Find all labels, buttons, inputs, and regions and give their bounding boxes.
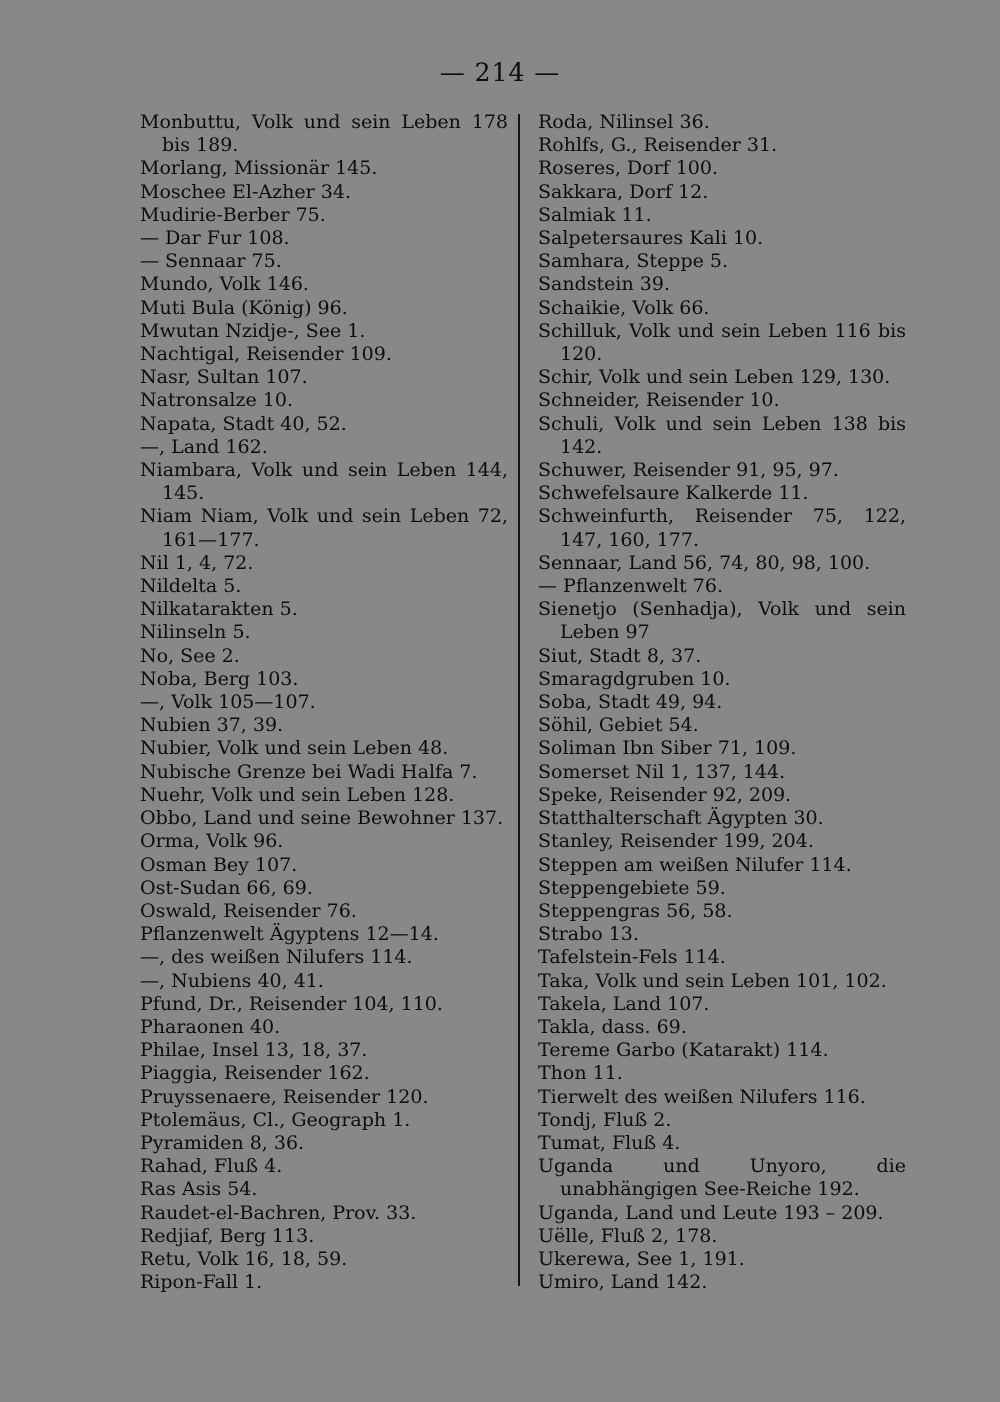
index-entry: Osman Bey 107. bbox=[140, 853, 298, 876]
index-entry: Smaragdgruben 10. bbox=[538, 667, 731, 690]
index-entry: Nubische Grenze bei Wadi Halfa 7. bbox=[140, 760, 478, 783]
index-entry: Schuli, Volk und sein Leben 138 bis 142. bbox=[538, 412, 906, 458]
index-entry: Pflanzenwelt Ägyptens 12—14. bbox=[140, 923, 439, 946]
index-entry: Napata, Stadt 40, 52. bbox=[140, 412, 347, 435]
index-entry: Ost-Sudan 66, 69. bbox=[140, 876, 313, 899]
index-entry: Söhil, Gebiet 54. bbox=[538, 714, 699, 737]
index-entry: Tafelstein-Fels 114. bbox=[538, 946, 726, 969]
index-entry: Salpetersaures Kali 10. bbox=[538, 227, 764, 250]
index-entry: Niam Niam, Volk und sein Leben 72, 161—177. bbox=[140, 505, 508, 551]
index-entry: Nilinseln 5. bbox=[140, 621, 251, 644]
index-entry: Moschee El-Azher 34. bbox=[140, 180, 351, 203]
index-entry: Umiro, Land 142. bbox=[538, 1271, 708, 1294]
index-entry: Nil 1, 4, 72. bbox=[140, 551, 254, 574]
index-entry: Sennaar, Land 56, 74, 80, 98, 100. bbox=[538, 551, 871, 574]
index-entry: Schuwer, Reisender 91, 95, 97. bbox=[538, 459, 839, 482]
index-entry: Uëlle, Fluß 2, 178. bbox=[538, 1224, 718, 1247]
index-entry: Mudirie-Berber 75. bbox=[140, 203, 326, 226]
index-entry: Raudet-el-Bachren, Prov. 33. bbox=[140, 1201, 417, 1224]
index-entry: — Sennaar 75. bbox=[140, 250, 282, 273]
index-entry: Sakkara, Dorf 12. bbox=[538, 180, 709, 203]
page-number: — 214 — bbox=[439, 58, 561, 87]
index-entry: Piaggia, Reisender 162. bbox=[140, 1062, 370, 1085]
index-entry: Tumat, Fluß 4. bbox=[538, 1131, 681, 1154]
index-entry: Takla, dass. 69. bbox=[538, 1015, 687, 1038]
index-entry: No, See 2. bbox=[140, 644, 240, 667]
index-entry: Natronsalze 10. bbox=[140, 389, 294, 412]
index-entry: Soba, Stadt 49, 94. bbox=[538, 691, 723, 714]
index-entry: Obbo, Land und seine Bewohner 137. bbox=[140, 807, 504, 830]
index-entry: Pyramiden 8, 36. bbox=[140, 1131, 305, 1154]
index-entry: Ripon-Fall 1. bbox=[140, 1271, 263, 1294]
index-entry: Tereme Garbo (Katarakt) 114. bbox=[538, 1039, 829, 1062]
index-entry: — Dar Fur 108. bbox=[140, 227, 290, 250]
index-entry: Ras Asis 54. bbox=[140, 1178, 258, 1201]
column-divider bbox=[518, 114, 520, 1286]
index-entry: Nasr, Sultan 107. bbox=[140, 366, 308, 389]
index-entry: Uganda und Unyoro, die unabhängigen See-Reiche 192. bbox=[538, 1155, 906, 1201]
index-entry: Pruyssenaere, Reisender 120. bbox=[140, 1085, 429, 1108]
index-entry: Mwutan Nzidje-, See 1. bbox=[140, 319, 366, 342]
index-entry: Strabo 13. bbox=[538, 923, 639, 946]
index-entry: Pharaonen 40. bbox=[140, 1015, 281, 1038]
index-entry: Nubier, Volk und sein Leben 48. bbox=[140, 737, 449, 760]
index-entry: Samhara, Steppe 5. bbox=[538, 250, 729, 273]
index-entry: Nachtigal, Reisender 109. bbox=[140, 343, 392, 366]
index-entry: Rohlfs, G., Reisender 31. bbox=[538, 134, 778, 157]
index-entry: Morlang, Missionär 145. bbox=[140, 157, 378, 180]
index-entry: Pfund, Dr., Reisender 104, 110. bbox=[140, 992, 443, 1015]
index-entry: Schweinfurth, Reisender 75, 122, 147, 160, 177. bbox=[538, 505, 906, 551]
index-entry: —, des weißen Nilufers 114. bbox=[140, 946, 413, 969]
index-entry: Redjiaf, Berg 113. bbox=[140, 1224, 315, 1247]
index-entry: Steppengras 56, 58. bbox=[538, 899, 733, 922]
index-entry: Schilluk, Volk und sein Leben 116 bis 120. bbox=[538, 319, 906, 366]
index-entry: Ptolemäus, Cl., Geograph 1. bbox=[140, 1108, 411, 1131]
index-entry: Siut, Stadt 8, 37. bbox=[538, 644, 702, 667]
index-entry: Schneider, Reisender 10. bbox=[538, 389, 780, 412]
index-entry: Sandstein 39. bbox=[538, 273, 670, 296]
index-entry: Oswald, Reisender 76. bbox=[140, 899, 357, 922]
index-entry: —, Volk 105—107. bbox=[140, 691, 316, 714]
index-entry: Orma, Volk 96. bbox=[140, 830, 284, 853]
index-entry: Takela, Land 107. bbox=[538, 992, 710, 1015]
index-column-left bbox=[140, 111, 508, 1294]
index-entry: Taka, Volk und sein Leben 101, 102. bbox=[538, 969, 887, 992]
index-entry: Rahad, Fluß 4. bbox=[140, 1155, 283, 1178]
index-entry: Noba, Berg 103. bbox=[140, 667, 299, 690]
index-entry: Nildelta 5. bbox=[140, 575, 242, 598]
index-entry: Salmiak 11. bbox=[538, 203, 652, 226]
index-entry: Stanley, Reisender 199, 204. bbox=[538, 830, 814, 853]
index-entry: Retu, Volk 16, 18, 59. bbox=[140, 1247, 348, 1270]
index-entry: Philae, Insel 13, 18, 37. bbox=[140, 1039, 368, 1062]
index-entry: Sienetjo (Senhadja), Volk und sein Leben 97 bbox=[538, 598, 906, 644]
index-entry: Nilkatarakten 5. bbox=[140, 598, 298, 621]
index-entry: Roda, Nilinsel 36. bbox=[538, 111, 710, 133]
index-entry: Tierwelt des weißen Nilufers 116. bbox=[538, 1085, 866, 1108]
index-entry: Uganda, Land und Leute 193 – 209. bbox=[538, 1201, 884, 1224]
index-entry: Soliman Ibn Siber 71, 109. bbox=[538, 737, 797, 760]
index-entry: Monbuttu, Volk und sein Leben 178 bis 189. bbox=[140, 111, 508, 157]
index-entry: — Pflanzenwelt 76. bbox=[538, 575, 724, 598]
index-entry: —, Nubiens 40, 41. bbox=[140, 969, 324, 992]
index-entry: Tondj, Fluß 2. bbox=[538, 1108, 672, 1131]
index-entry: Schwefelsaure Kalkerde 11. bbox=[538, 482, 809, 505]
index-entry: Roseres, Dorf 100. bbox=[538, 157, 719, 180]
index-entry: Statthalterschaft Ägypten 30. bbox=[538, 807, 824, 830]
index-entry: Schir, Volk und sein Leben 129, 130. bbox=[538, 366, 891, 389]
index-entry: Steppen am weißen Nilufer 114. bbox=[538, 853, 852, 876]
index-entry: Mundo, Volk 146. bbox=[140, 273, 309, 296]
index-entry: Somerset Nil 1, 137, 144. bbox=[538, 760, 786, 783]
index-entry: Speke, Reisender 92, 209. bbox=[538, 783, 792, 806]
index-entry: Nuehr, Volk und sein Leben 128. bbox=[140, 783, 455, 806]
index-entry: Steppengebiete 59. bbox=[538, 876, 726, 899]
index-entry: Thon 11. bbox=[538, 1062, 623, 1085]
index-entry: Ukerewa, See 1, 191. bbox=[538, 1247, 745, 1270]
index-entry: Niambara, Volk und sein Leben 144, 145. bbox=[140, 459, 508, 505]
index-entry: Nubien 37, 39. bbox=[140, 714, 284, 737]
index-entry: Schaikie, Volk 66. bbox=[538, 296, 710, 319]
index-column-right bbox=[538, 111, 906, 1294]
index-entry: Muti Bula (König) 96. bbox=[140, 296, 348, 319]
index-entry: —, Land 162. bbox=[140, 435, 268, 458]
